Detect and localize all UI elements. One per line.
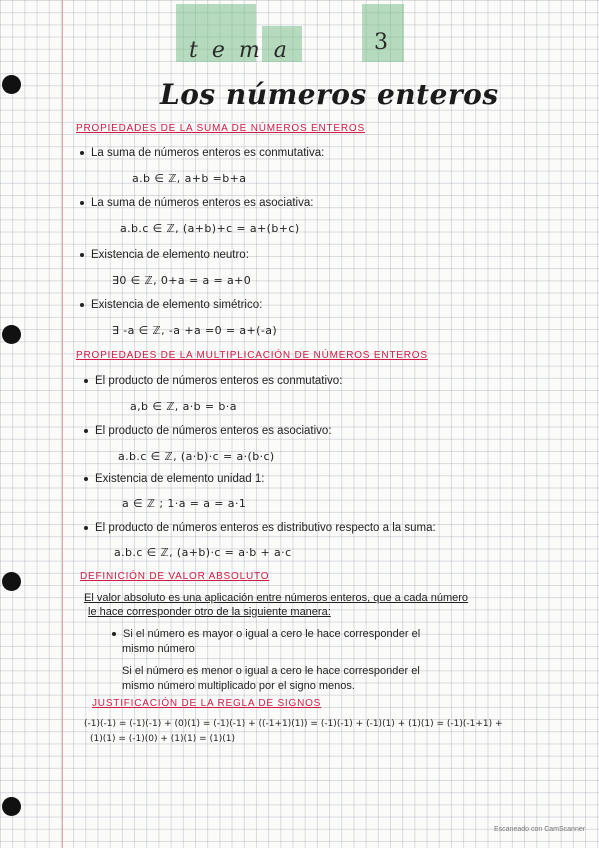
section-heading-valor-absoluto: DEFINICIÓN DE VALOR ABSOLUTO <box>80 571 270 582</box>
paragraph: El valor absoluto es una aplicación entre números enteros, que a cada número <box>84 592 469 604</box>
formula: a.b.c ∈ ℤ, (a+b)·c = a·b + a·c <box>114 546 292 559</box>
formula: a ∈ ℤ ; 1·a = a = a·1 <box>122 497 247 510</box>
tema-number: 3 <box>374 30 388 55</box>
scanner-watermark: Escaneado con CamScanner <box>494 826 586 833</box>
formula: a.b ∈ ℤ, a+b =b+a <box>132 172 247 185</box>
section-heading-multiplicacion: PROPIEDADES DE LA MULTIPLICACIÓN DE NÚMEROS ENTEROS <box>76 350 428 361</box>
list-item: La suma de números enteros es conmutativa: <box>80 147 324 159</box>
list-item: El producto de números enteros es asociativo: <box>84 425 332 437</box>
list-item: Existencia de elemento simétrico: <box>80 299 262 311</box>
binder-hole <box>2 325 21 344</box>
list-item: Existencia de elemento neutro: <box>80 249 249 261</box>
paragraph: Si el número es menor o igual a cero le hace corresponder el <box>122 665 420 677</box>
list-item: El producto de números enteros es conmutativo: <box>84 375 342 387</box>
formula: ∃ -a ∈ ℤ, -a +a =0 = a+(-a) <box>112 324 278 337</box>
formula: a.b.c ∈ ℤ, (a+b)+c = a+(b+c) <box>120 222 300 235</box>
binder-hole <box>2 572 21 591</box>
formula: (-1)(-1) = (-1)(-1) + (0)(1) = (-1)(-1) + ((-1+1)(1)) = (-1)(-1) + (-1)(1) + (1)(1) = (-1)(-1+1) + <box>84 719 503 729</box>
paragraph: le hace corresponder otro de la siguiente manera: <box>88 606 331 618</box>
formula: (1)(1) = (-1)(0) + (1)(1) = (1)(1) <box>90 734 236 744</box>
list-item: El producto de números enteros es distributivo respecto a la suma: <box>84 522 436 534</box>
tema-label: tema <box>189 38 301 63</box>
section-heading-suma: PROPIEDADES DE LA SUMA DE NÚMEROS ENTEROS <box>76 123 365 134</box>
paragraph: mismo número <box>122 643 195 655</box>
page-title: Los números enteros <box>160 78 499 111</box>
formula: a,b ∈ ℤ, a·b = b·a <box>130 400 237 413</box>
list-item: Existencia de elemento unidad 1: <box>84 473 264 485</box>
list-item: Si el número es mayor o igual a cero le hace corresponder el <box>112 628 420 640</box>
binder-hole <box>2 797 21 816</box>
binder-hole <box>2 75 21 94</box>
formula: a.b.c ∈ ℤ, (a·b)·c = a·(b·c) <box>118 450 275 463</box>
paragraph: mismo número multiplicado por el signo menos. <box>122 680 355 692</box>
formula: ∃0 ∈ ℤ, 0+a = a = a+0 <box>112 274 252 287</box>
section-heading-regla-signos: JUSTIFICACIÓN DE LA REGLA DE SIGNOS <box>92 698 322 709</box>
margin-line <box>62 0 63 848</box>
list-item: La suma de números enteros es asociativa: <box>80 197 313 209</box>
